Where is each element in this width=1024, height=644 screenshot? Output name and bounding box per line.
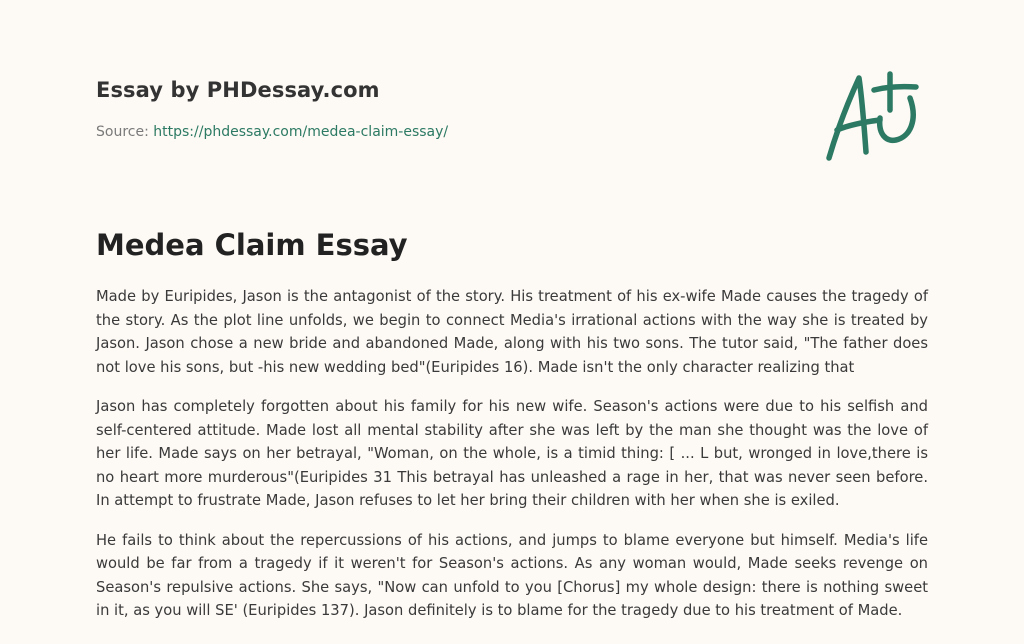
essay-paragraph: He fails to think about the repercussions of his actions, and jumps to blame everyone but himself. Media's life would be far from a tragedy if it weren't for Season's actions. As any woman would, Made seeks revenge on Season's repulsive actions. She says, "Now can unfold to you [Chorus] my whole design: there is nothing sweet in it, as you will SE' (Euripides 137). Jason definitely is to blame for the tragedy due to his treatment of Made. (96, 531, 928, 619)
site-title: Essay by PHDessay.com (96, 78, 380, 102)
page-header (96, 76, 696, 142)
essay-paragraph: Jason has completely forgotten about his family for his new wife. Season's actions were due to his selfish and self-centered attitude. Made lost all mental stability after she was left by the man she thought was the love of her life. Made says on her betrayal, "Woman, on the whole, is a timid thing: [ ... L but, wronged in love,there is no heart more murderous"(Euripides 31 This betrayal has unleashed a rage in her, that was never seen before. In attempt to frustrate Made, Jason refuses to let her bring their children with her when she is exiled. (96, 398, 928, 509)
essay-paragraph: Made by Euripides, Jason is the antagonist of the story. His treatment of his ex-wife Made causes the tragedy of the story. As the plot line unfolds, we begin to connect Media's irrational actions with the way she is treated by Jason. Jason chose a new bride and abandoned Made, along with his two sons. The tutor said, "The father does not love his sons, but -his new wedding bed"(Euripides 16). Made isn't the only character realizing that (96, 288, 928, 376)
source-label: Source: (96, 124, 149, 140)
source-link[interactable]: https://phdessay.com/medea-claim-essay/ (153, 124, 449, 140)
a-plus-grade-icon (820, 66, 930, 166)
source-line (96, 122, 696, 142)
essay-title: Medea Claim Essay (96, 228, 408, 262)
essay-body (96, 285, 928, 639)
